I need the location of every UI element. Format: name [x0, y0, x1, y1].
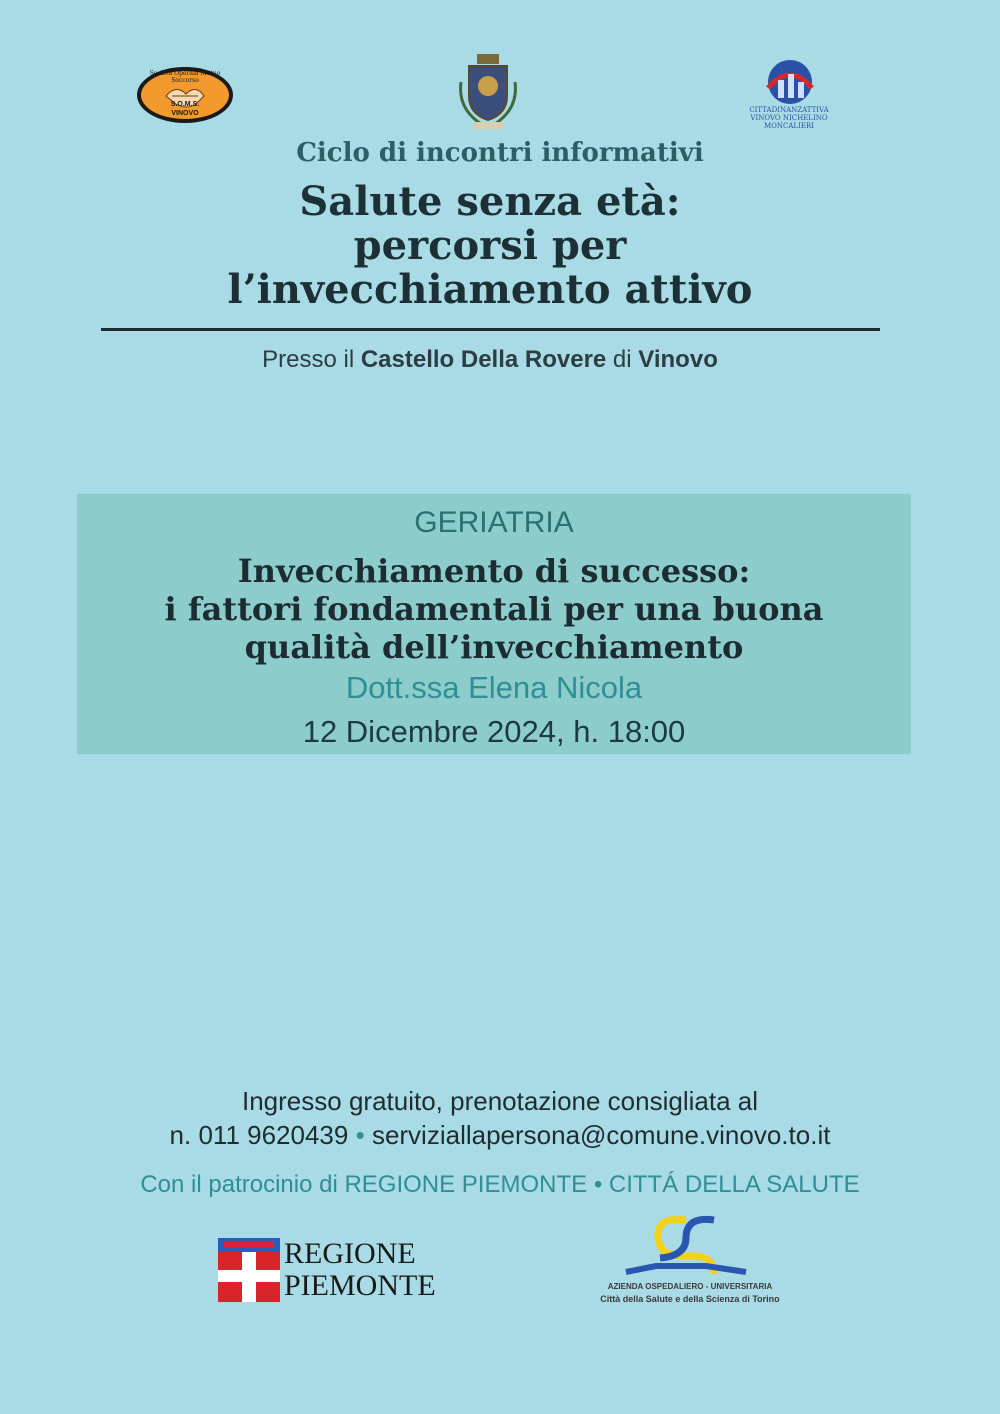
cittad-line2: VINOVO NICHELINO	[750, 114, 828, 122]
regione-line1: REGIONE	[284, 1237, 416, 1270]
venue-prefix: Presso il	[262, 346, 361, 373]
series-subtitle: Ciclo di incontri informativi	[296, 138, 704, 168]
venue-line	[0, 346, 980, 374]
venue-middle: di	[606, 346, 639, 373]
event-title-line-3: qualità dell’invecchiamento	[244, 628, 744, 666]
regione-flag-icon	[218, 1238, 280, 1302]
title-line-1: Salute senza età:	[299, 178, 681, 225]
separator-dot: •	[355, 1120, 365, 1150]
citta-salute-icon	[590, 1214, 790, 1280]
venue-town: Vinovo	[638, 346, 718, 373]
event-category: GERIATRIA	[414, 506, 574, 539]
page-title	[100, 180, 880, 312]
salute-line2: Città della Salute e della Scienza di Torino	[600, 1294, 780, 1304]
cittad-line1: CITTADINANZATTIVA	[749, 106, 829, 114]
phone-number[interactable]: n. 011 9620439	[169, 1120, 349, 1150]
venue-place: Castello Della Rovere	[360, 346, 607, 373]
cittadinanzattiva-logo	[748, 58, 830, 130]
regione-piemonte-logo	[218, 1238, 438, 1304]
event-title	[87, 552, 901, 666]
contact-info	[0, 1120, 1000, 1151]
event-speaker: Dott.ssa Elena Nicola	[345, 670, 643, 705]
soms-line1: Società Operaia Mutuo Soccorso	[149, 70, 221, 84]
title-divider	[101, 328, 880, 331]
crest-icon	[455, 52, 521, 132]
email-link[interactable]: serviziallapersona@comune.vinovo.to.it	[371, 1120, 831, 1150]
title-line-2: percorsi per	[353, 222, 627, 269]
event-title-line-2: i fattori fondamentali per una buona	[164, 590, 824, 628]
entry-info: Ingresso gratuito, prenotazione consigliata al	[242, 1086, 758, 1116]
citta-salute-logo	[590, 1214, 790, 1318]
title-line-3: l’invecchiamento attivo	[227, 266, 753, 313]
event-box	[77, 494, 911, 754]
soms-line2: S.O.M.S.	[170, 101, 200, 108]
regione-text	[284, 1238, 436, 1302]
soms-line3: VINOVO	[171, 110, 199, 117]
cittad-line3: MONCALIERI	[763, 122, 815, 130]
salute-line1: AZIENDA OSPEDALIERO - UNIVERSITARIA	[607, 1282, 773, 1291]
patronage-line: Con il patrocinio di REGIONE PIEMONTE • CITTÁ DELLA SALUTE	[140, 1171, 860, 1198]
event-title-line-1: Invecchiamento di successo:	[237, 552, 751, 590]
regione-line2: PIEMONTE	[284, 1269, 436, 1302]
event-date: 12 Dicembre 2024, h. 18:00	[302, 714, 686, 749]
